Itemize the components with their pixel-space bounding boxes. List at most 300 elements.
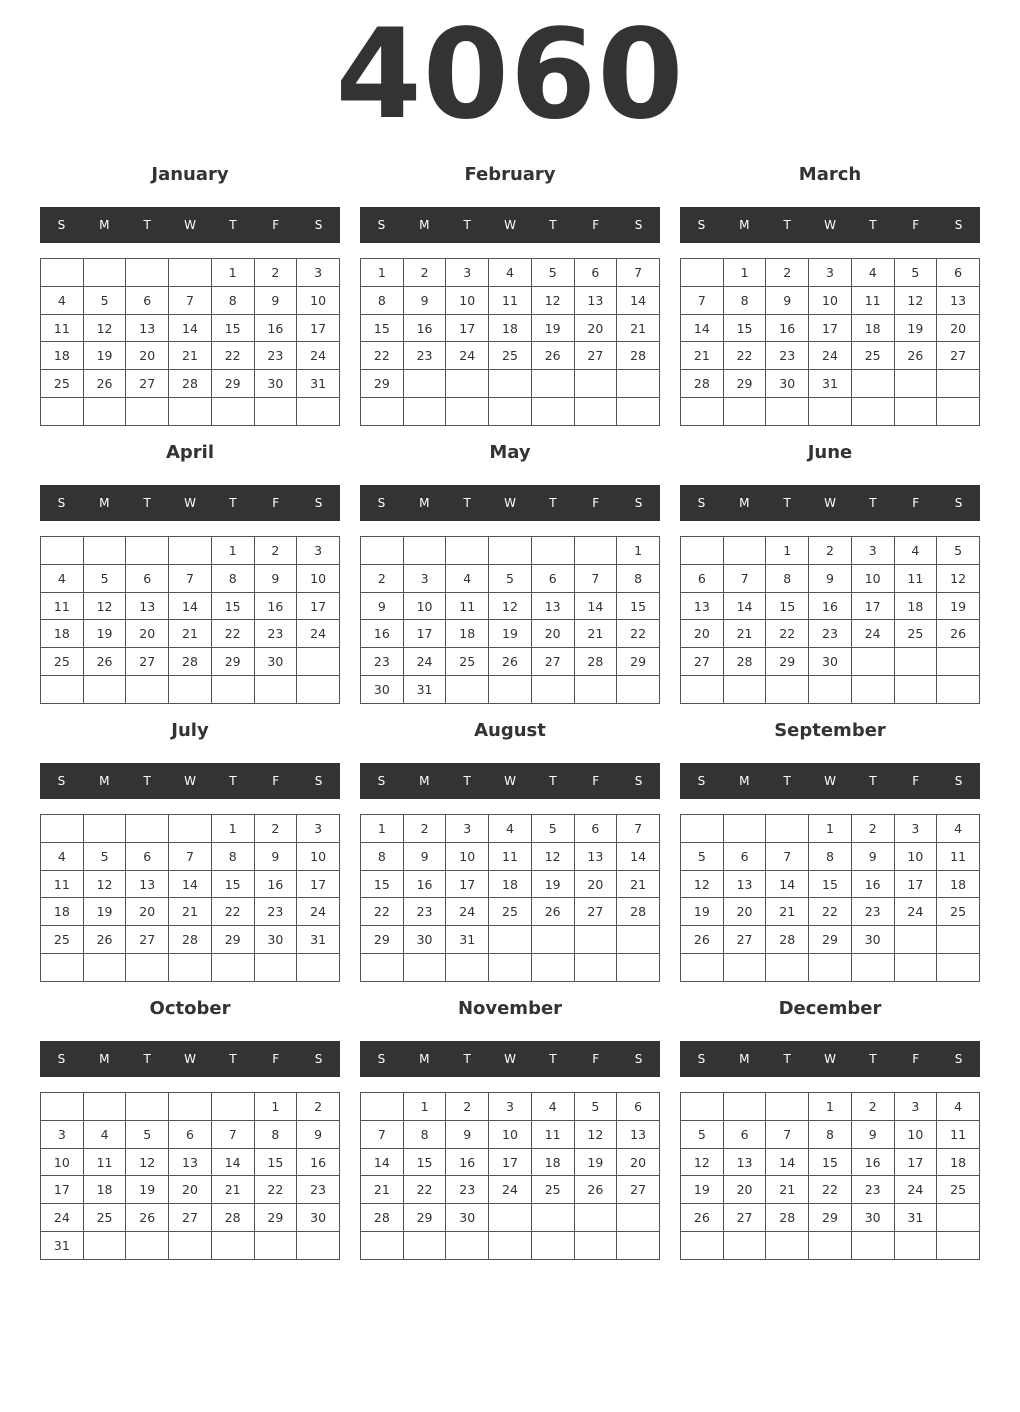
day-cell: 27: [126, 926, 169, 954]
week-row: [681, 398, 980, 426]
day-cell: 3: [809, 259, 852, 287]
empty-cell: [894, 954, 937, 982]
weekday-label: W: [184, 1052, 196, 1066]
weekday-label: T: [869, 774, 877, 788]
day-cell: 4: [489, 259, 532, 287]
day-cell: 19: [937, 592, 980, 620]
day-cell: 26: [681, 1204, 724, 1232]
day-cell: 2: [809, 537, 852, 565]
weekday-label: F: [912, 496, 920, 510]
day-cell: 17: [446, 314, 489, 342]
day-cell: 20: [574, 314, 617, 342]
weekday-label: F: [912, 218, 920, 232]
day-cell: 5: [894, 259, 937, 287]
day-cell: 15: [809, 870, 852, 898]
day-cell: 16: [809, 592, 852, 620]
weekday-label: T: [463, 1052, 471, 1066]
day-cell: 4: [937, 1093, 980, 1121]
week-row: [681, 842, 980, 870]
empty-cell: [403, 537, 446, 565]
empty-cell: [809, 954, 852, 982]
empty-cell: [41, 398, 84, 426]
day-cell: 11: [489, 286, 532, 314]
week-row: [361, 620, 660, 648]
day-cell: 12: [83, 314, 126, 342]
weekday-label: M: [99, 1052, 110, 1066]
empty-cell: [766, 954, 809, 982]
weekday-label: F: [912, 1052, 920, 1066]
day-cell: 4: [41, 842, 84, 870]
day-cell: 27: [574, 898, 617, 926]
week-row: [361, 314, 660, 342]
day-cell: 14: [574, 592, 617, 620]
day-cell: 7: [766, 1120, 809, 1148]
weekday-label: T: [463, 496, 471, 510]
week-row: [681, 370, 980, 398]
day-cell: 14: [169, 870, 212, 898]
day-cell: 15: [211, 592, 254, 620]
day-cell: 5: [83, 564, 126, 592]
day-cell: 16: [403, 314, 446, 342]
empty-cell: [766, 815, 809, 843]
day-cell: 17: [41, 1176, 84, 1204]
week-row: [361, 1148, 660, 1176]
day-cell: 8: [617, 564, 660, 592]
day-cell: 30: [766, 370, 809, 398]
weekday-label: T: [229, 774, 237, 788]
day-cell: 28: [766, 1204, 809, 1232]
empty-cell: [211, 676, 254, 704]
day-cell: 13: [937, 286, 980, 314]
day-cell: 4: [41, 286, 84, 314]
day-cell: 13: [681, 592, 724, 620]
day-cell: 29: [809, 1204, 852, 1232]
empty-cell: [297, 676, 340, 704]
empty-cell: [809, 676, 852, 704]
day-cell: 22: [809, 1176, 852, 1204]
empty-cell: [851, 954, 894, 982]
day-cell: 14: [169, 592, 212, 620]
empty-cell: [361, 398, 404, 426]
day-grid: [40, 1092, 340, 1260]
empty-cell: [681, 815, 724, 843]
week-row: [681, 898, 980, 926]
day-cell: 19: [574, 1148, 617, 1176]
day-cell: 21: [766, 1176, 809, 1204]
week-row: [361, 926, 660, 954]
empty-cell: [681, 1093, 724, 1121]
week-row: [41, 842, 340, 870]
empty-cell: [83, 398, 126, 426]
day-cell: 7: [574, 564, 617, 592]
weekday-header: [40, 485, 340, 521]
day-cell: 8: [254, 1120, 297, 1148]
day-cell: 26: [126, 1204, 169, 1232]
weekday-label: S: [314, 496, 323, 510]
empty-cell: [574, 954, 617, 982]
day-cell: 31: [297, 370, 340, 398]
empty-cell: [254, 1232, 297, 1260]
weekday-label: W: [184, 496, 196, 510]
day-cell: 8: [766, 564, 809, 592]
weekday-header: [680, 207, 980, 243]
empty-cell: [169, 537, 212, 565]
week-row: [361, 842, 660, 870]
empty-cell: [531, 1232, 574, 1260]
weekday-header: [40, 763, 340, 799]
day-cell: 26: [83, 370, 126, 398]
day-cell: 22: [254, 1176, 297, 1204]
weekday-label: T: [783, 774, 791, 788]
day-cell: 7: [681, 286, 724, 314]
weekday-label: S: [634, 1052, 643, 1066]
week-row: [41, 1148, 340, 1176]
empty-cell: [531, 537, 574, 565]
weekday-label: F: [272, 496, 280, 510]
day-cell: 9: [297, 1120, 340, 1148]
week-row: [681, 564, 980, 592]
day-cell: 13: [574, 286, 617, 314]
day-cell: 18: [41, 620, 84, 648]
day-cell: 12: [531, 842, 574, 870]
day-cell: 24: [297, 898, 340, 926]
day-cell: 28: [169, 926, 212, 954]
empty-cell: [446, 676, 489, 704]
weekday-label: T: [869, 218, 877, 232]
day-cell: 21: [169, 342, 212, 370]
day-cell: 9: [254, 842, 297, 870]
week-row: [681, 314, 980, 342]
day-cell: 3: [851, 537, 894, 565]
day-cell: 28: [211, 1204, 254, 1232]
empty-cell: [766, 1232, 809, 1260]
week-row: [41, 954, 340, 982]
day-cell: 3: [894, 1093, 937, 1121]
empty-cell: [723, 398, 766, 426]
day-cell: 2: [446, 1093, 489, 1121]
empty-cell: [937, 370, 980, 398]
week-row: [41, 342, 340, 370]
day-cell: 9: [446, 1120, 489, 1148]
day-cell: 22: [403, 1176, 446, 1204]
day-cell: 21: [169, 898, 212, 926]
day-cell: 29: [254, 1204, 297, 1232]
empty-cell: [169, 259, 212, 287]
weekday-label: W: [824, 218, 836, 232]
day-cell: 10: [41, 1148, 84, 1176]
day-cell: 6: [937, 259, 980, 287]
weekday-label: M: [739, 774, 750, 788]
month-name: August: [474, 720, 546, 741]
day-cell: 22: [361, 898, 404, 926]
empty-cell: [723, 815, 766, 843]
week-row: [361, 592, 660, 620]
month-name: January: [151, 164, 229, 185]
day-cell: 26: [531, 898, 574, 926]
weekday-header: [40, 207, 340, 243]
day-cell: 23: [403, 898, 446, 926]
weekday-label: T: [549, 774, 557, 788]
day-cell: 20: [617, 1148, 660, 1176]
week-row: [41, 537, 340, 565]
empty-cell: [894, 398, 937, 426]
weekday-label: T: [783, 1052, 791, 1066]
day-cell: 17: [851, 592, 894, 620]
weekday-label: S: [954, 218, 963, 232]
week-row: [681, 259, 980, 287]
day-cell: 26: [531, 342, 574, 370]
empty-cell: [169, 398, 212, 426]
day-cell: 20: [126, 620, 169, 648]
weekday-header: [360, 1041, 660, 1077]
day-cell: 6: [574, 259, 617, 287]
day-cell: 9: [403, 286, 446, 314]
day-cell: 29: [766, 648, 809, 676]
day-cell: 14: [361, 1148, 404, 1176]
day-cell: 17: [297, 314, 340, 342]
week-row: [361, 1232, 660, 1260]
week-row: [361, 870, 660, 898]
day-cell: 29: [211, 370, 254, 398]
empty-cell: [297, 648, 340, 676]
day-cell: 13: [574, 842, 617, 870]
weekday-label: W: [504, 1052, 516, 1066]
day-cell: 8: [723, 286, 766, 314]
empty-cell: [489, 926, 532, 954]
empty-cell: [403, 398, 446, 426]
day-grid: [360, 536, 660, 704]
day-cell: 14: [766, 1148, 809, 1176]
empty-cell: [574, 537, 617, 565]
weekday-header: [360, 763, 660, 799]
weekday-label: T: [229, 218, 237, 232]
day-cell: 24: [297, 342, 340, 370]
day-cell: 10: [403, 592, 446, 620]
day-cell: 11: [937, 1120, 980, 1148]
day-cell: 20: [126, 342, 169, 370]
day-cell: 4: [894, 537, 937, 565]
weekday-label: S: [314, 1052, 323, 1066]
day-grid: [680, 1092, 980, 1260]
month-name: November: [457, 998, 563, 1019]
day-cell: 11: [937, 842, 980, 870]
day-cell: 25: [41, 370, 84, 398]
day-cell: 15: [723, 314, 766, 342]
empty-cell: [126, 954, 169, 982]
day-cell: 20: [937, 314, 980, 342]
weekday-header: [40, 1041, 340, 1077]
weekday-label: F: [592, 218, 600, 232]
weekday-label: S: [314, 774, 323, 788]
empty-cell: [297, 398, 340, 426]
day-cell: 31: [809, 370, 852, 398]
empty-cell: [169, 1093, 212, 1121]
day-cell: 27: [723, 926, 766, 954]
day-cell: 3: [297, 259, 340, 287]
empty-cell: [83, 954, 126, 982]
day-cell: 31: [403, 676, 446, 704]
empty-cell: [446, 398, 489, 426]
week-row: [361, 1093, 660, 1121]
day-cell: 1: [254, 1093, 297, 1121]
day-cell: 15: [211, 870, 254, 898]
day-cell: 10: [297, 842, 340, 870]
empty-cell: [211, 398, 254, 426]
empty-cell: [126, 398, 169, 426]
day-cell: 30: [361, 676, 404, 704]
day-cell: 27: [617, 1176, 660, 1204]
day-cell: 27: [681, 648, 724, 676]
day-cell: 6: [531, 564, 574, 592]
day-cell: 30: [851, 1204, 894, 1232]
day-cell: 5: [937, 537, 980, 565]
empty-cell: [531, 676, 574, 704]
day-cell: 14: [617, 842, 660, 870]
day-cell: 26: [83, 926, 126, 954]
empty-cell: [617, 1204, 660, 1232]
weekday-label: M: [739, 496, 750, 510]
weekday-header: [360, 207, 660, 243]
weekday-label: T: [549, 496, 557, 510]
day-cell: 22: [617, 620, 660, 648]
day-cell: 17: [446, 870, 489, 898]
empty-cell: [574, 1204, 617, 1232]
day-cell: 6: [681, 564, 724, 592]
day-cell: 11: [83, 1148, 126, 1176]
week-row: [681, 592, 980, 620]
empty-cell: [766, 398, 809, 426]
day-cell: 9: [766, 286, 809, 314]
day-cell: 27: [126, 648, 169, 676]
day-cell: 4: [41, 564, 84, 592]
empty-cell: [851, 398, 894, 426]
day-cell: 8: [361, 842, 404, 870]
day-cell: 5: [681, 1120, 724, 1148]
day-cell: 13: [531, 592, 574, 620]
weekday-label: T: [143, 496, 151, 510]
day-cell: 24: [809, 342, 852, 370]
day-cell: 18: [41, 898, 84, 926]
weekday-label: F: [592, 1052, 600, 1066]
week-row: [681, 870, 980, 898]
week-row: [41, 648, 340, 676]
empty-cell: [254, 676, 297, 704]
empty-cell: [403, 370, 446, 398]
weekday-label: S: [634, 218, 643, 232]
day-cell: 2: [403, 815, 446, 843]
empty-cell: [894, 648, 937, 676]
day-cell: 12: [531, 286, 574, 314]
day-cell: 21: [766, 898, 809, 926]
empty-cell: [531, 926, 574, 954]
day-cell: 16: [766, 314, 809, 342]
day-cell: 18: [83, 1176, 126, 1204]
day-cell: 26: [489, 648, 532, 676]
empty-cell: [489, 537, 532, 565]
empty-cell: [489, 1232, 532, 1260]
weekday-label: S: [954, 496, 963, 510]
weekday-label: T: [869, 496, 877, 510]
day-cell: 13: [723, 1148, 766, 1176]
weekday-label: M: [419, 218, 430, 232]
day-cell: 23: [297, 1176, 340, 1204]
day-cell: 13: [723, 870, 766, 898]
empty-cell: [531, 370, 574, 398]
empty-cell: [83, 676, 126, 704]
week-row: [681, 926, 980, 954]
day-cell: 1: [361, 259, 404, 287]
weekday-label: S: [634, 496, 643, 510]
day-cell: 27: [574, 342, 617, 370]
week-row: [361, 537, 660, 565]
week-row: [41, 815, 340, 843]
day-cell: 1: [361, 815, 404, 843]
weekday-label: F: [272, 774, 280, 788]
empty-cell: [894, 926, 937, 954]
weekday-header: [360, 485, 660, 521]
weekday-label: T: [143, 774, 151, 788]
day-cell: 9: [254, 286, 297, 314]
day-cell: 2: [254, 537, 297, 565]
day-cell: 20: [531, 620, 574, 648]
day-cell: 29: [403, 1204, 446, 1232]
day-cell: 15: [254, 1148, 297, 1176]
day-cell: 14: [723, 592, 766, 620]
day-cell: 2: [403, 259, 446, 287]
empty-cell: [489, 676, 532, 704]
weekday-label: S: [57, 496, 66, 510]
day-cell: 8: [809, 842, 852, 870]
empty-cell: [617, 954, 660, 982]
day-cell: 19: [83, 620, 126, 648]
empty-cell: [41, 954, 84, 982]
empty-cell: [169, 815, 212, 843]
day-cell: 13: [126, 314, 169, 342]
week-row: [41, 314, 340, 342]
day-cell: 28: [169, 370, 212, 398]
empty-cell: [851, 676, 894, 704]
day-cell: 19: [894, 314, 937, 342]
day-cell: 9: [361, 592, 404, 620]
day-cell: 7: [169, 842, 212, 870]
day-cell: 15: [361, 870, 404, 898]
day-cell: 22: [723, 342, 766, 370]
day-grid: [40, 536, 340, 704]
day-cell: 1: [809, 1093, 852, 1121]
weekday-label: W: [504, 774, 516, 788]
day-cell: 10: [894, 842, 937, 870]
empty-cell: [851, 370, 894, 398]
weekday-label: T: [549, 1052, 557, 1066]
day-cell: 10: [809, 286, 852, 314]
week-row: [361, 259, 660, 287]
day-cell: 3: [41, 1120, 84, 1148]
empty-cell: [83, 1093, 126, 1121]
empty-cell: [809, 398, 852, 426]
day-cell: 5: [531, 815, 574, 843]
day-cell: 6: [617, 1093, 660, 1121]
day-cell: 5: [489, 564, 532, 592]
week-row: [41, 259, 340, 287]
day-cell: 18: [937, 870, 980, 898]
day-cell: 2: [297, 1093, 340, 1121]
empty-cell: [723, 537, 766, 565]
empty-cell: [126, 815, 169, 843]
day-cell: 25: [937, 1176, 980, 1204]
day-cell: 27: [126, 370, 169, 398]
day-cell: 29: [723, 370, 766, 398]
day-cell: 28: [617, 898, 660, 926]
